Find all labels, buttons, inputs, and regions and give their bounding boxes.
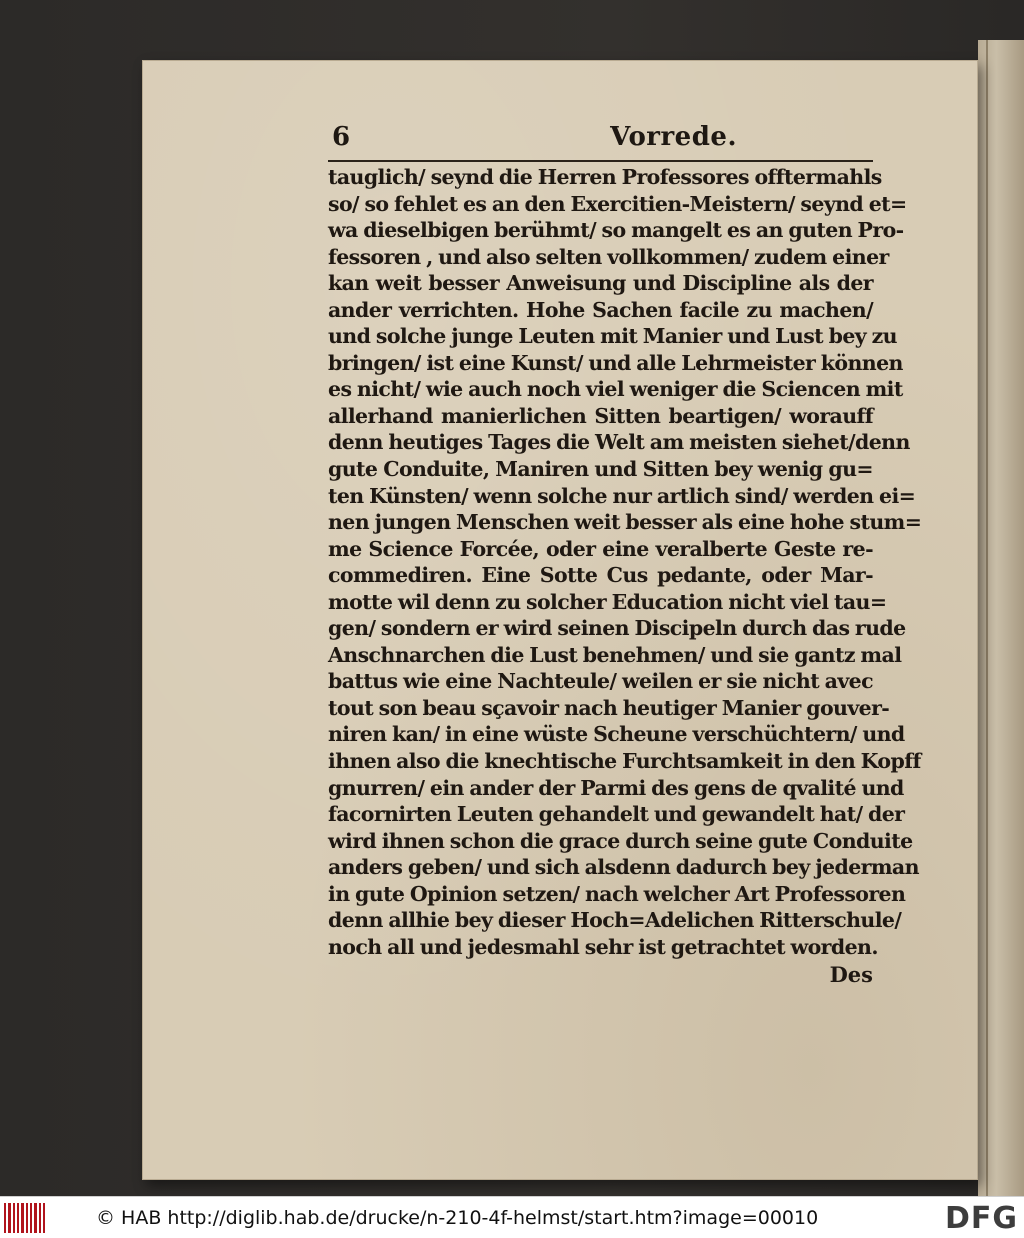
text-line: tauglich/ seynd die Herren Professores offtermahls [328,165,882,189]
text-line: ihnen also die knechtische Furchtsamkeit in den Kopff [328,749,921,774]
text-block [328,122,922,988]
text-line: tout son beau sçavoir nach heutiger Manier gouver- [328,695,890,720]
text-line: so/ so fehlet es an den Exercitien-Meistern/ seynd et= [328,191,907,216]
text-line: bringen/ ist eine Kunst/ und alle Lehrmeister können [328,350,903,375]
text-line: denn allhie bey dieser Hoch=Adelichen Ritterschule/ [328,908,902,933]
text-line: battus wie eine Nachteule/ weilen er sie nicht avec [328,669,873,694]
text-line: me Science Forcée, oder eine veralberte Geste re- [328,536,873,561]
text-line: commediren. Eine Sotte Cus pedante, oder Mar- [328,563,873,588]
footer-bar [0,1196,1024,1238]
dfg-logo: DFG [944,1201,1018,1236]
text-line: allerhand manierlichen Sitten beartigen/ worauff [328,403,873,428]
text-line: Anschnarchen die Lust benehmen/ und sie gantz mal [328,642,902,667]
body-text [328,164,922,960]
text-line: denn heutiges Tages die Welt am meisten siehet/denn [328,430,910,455]
text-line: und solche junge Leuten mit Manier und Lust bey zu [328,324,897,349]
copyright-link[interactable]: © HAB http://diglib.hab.de/drucke/n-210-4f-helmst/start.htm?image=00010 [96,1206,819,1229]
page-header [328,122,873,158]
text-line: niren kan/ in eine wüste Scheune verschüchtern/ und [328,722,905,747]
page-number: 6 [332,122,351,152]
text-line: es nicht/ wie auch noch viel weniger die Sciencen mit [328,377,903,402]
text-line: motte wil denn zu solcher Education nicht viel tau= [328,589,887,614]
page-edge-line [986,40,988,1196]
book-page [142,60,978,1180]
text-line: ander verrichten. Hohe Sachen facile zu machen/ [328,297,873,322]
header-rule [328,160,873,162]
text-line: fessoren , und also selten vollkommen/ zudem einer [328,244,889,269]
adjacent-page-edge [978,40,1024,1196]
text-line: in gute Opinion setzen/ nach welcher Art Professoren [328,881,906,906]
text-line: gute Conduite, Maniren und Sitten bey wenig gu= [328,457,873,482]
text-line: gen/ sondern er wird seinen Discipeln durch das rude [328,616,906,641]
text-line: gnurren/ ein ander der Parmi des gens de qvalité und [328,775,904,800]
text-line: nen jungen Menschen weit besser als eine hohe stum= [328,510,922,535]
hab-barcode-icon [4,1203,50,1233]
text-line: kan weit besser Anweisung und Discipline als der [328,271,873,296]
text-line: wird ihnen schon die grace durch seine gute Conduite [328,828,913,853]
text-line: anders geben/ und sich alsdenn dadurch bey jederman [328,855,919,880]
running-head: Vorrede. [610,122,737,152]
text-line: facornirten Leuten gehandelt und gewandelt hat/ der [328,802,905,827]
catchword: Des [829,962,873,988]
text-line: noch all und jedesmahl sehr ist getrachtet worden. [328,934,878,959]
text-line: wa dieselbigen berühmt/ so mangelt es an guten Pro- [328,218,904,243]
text-line: ten Künsten/ wenn solche nur artlich sind/ werden ei= [328,483,916,508]
